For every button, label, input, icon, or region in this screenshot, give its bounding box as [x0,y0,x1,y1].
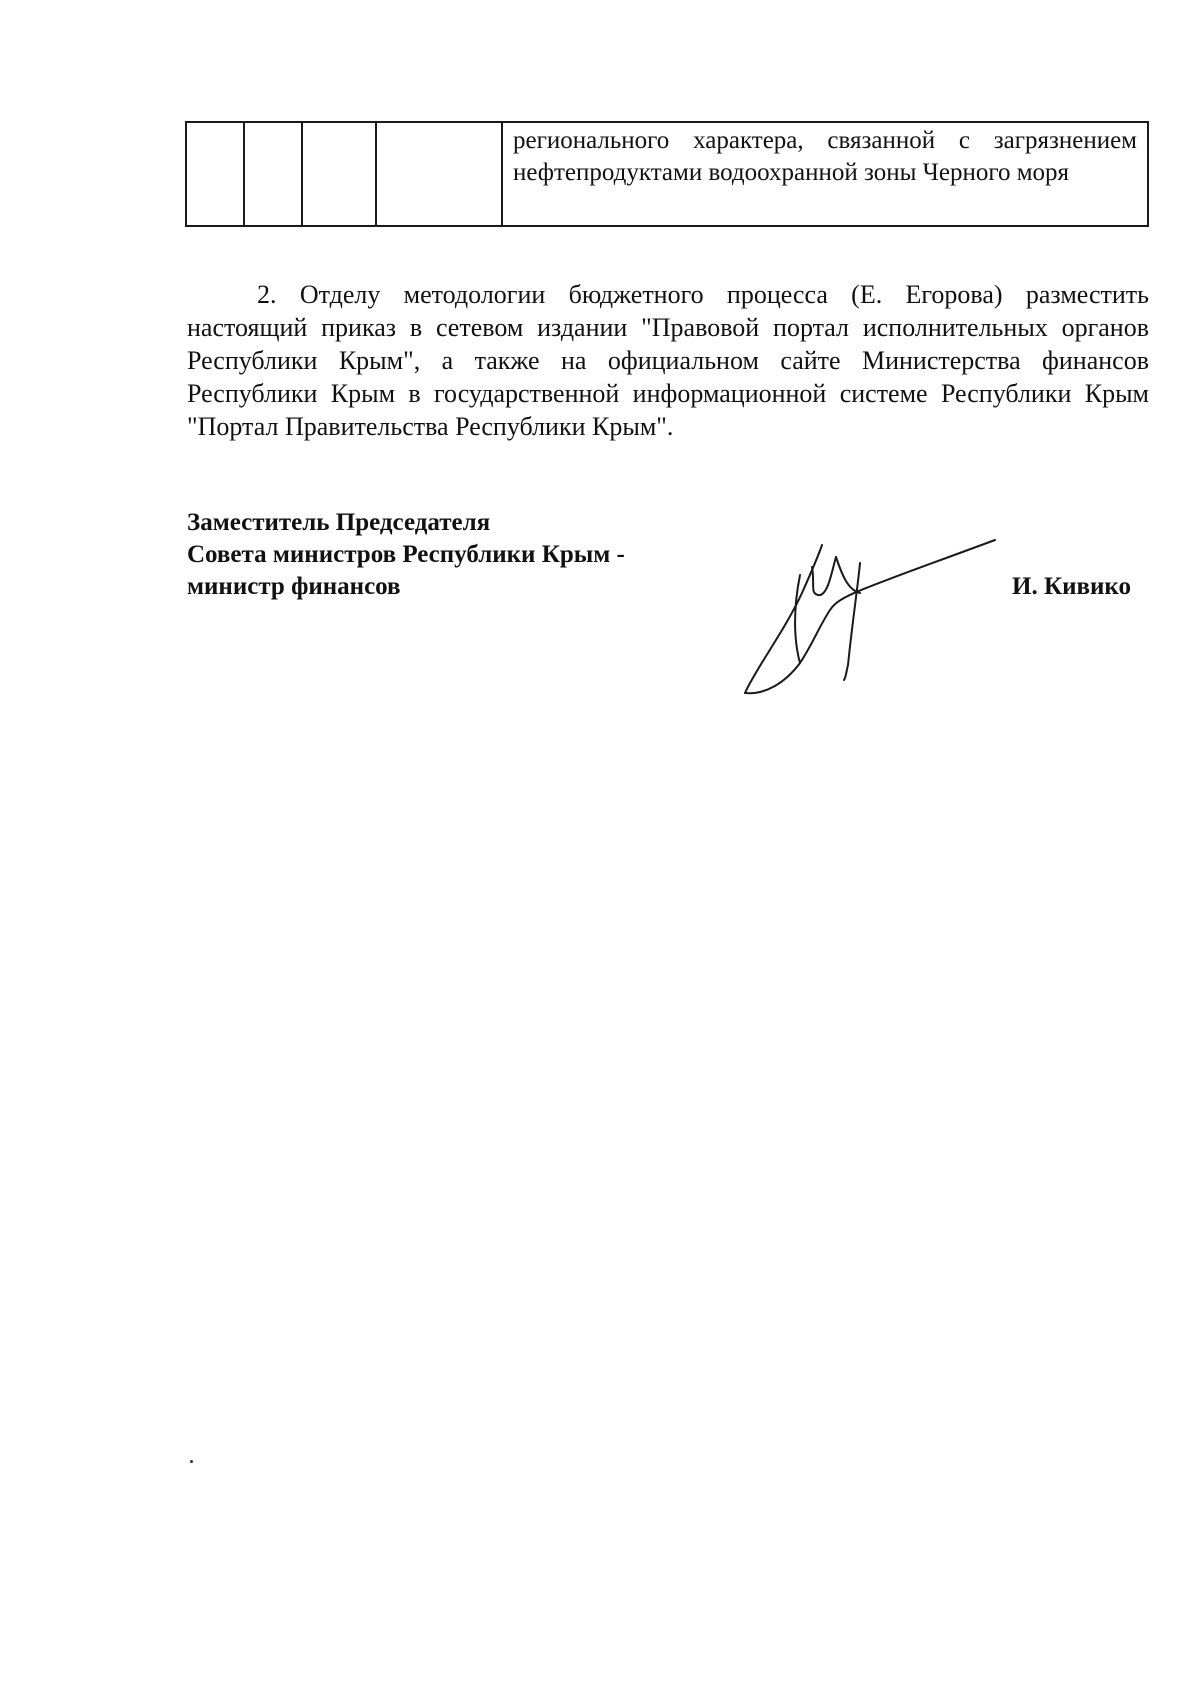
table-cell-1 [186,122,244,226]
paragraph-item-2: 2. Отделу методологии бюджетного процесса (Е. Егорова) разместить настоящий приказ в сетевом издании "Правовой портал исполнительных органов Республики Крым", а также на официальном сайте Министерства финансов Республики Крым в государственной информационной системе Республики Крым "Портал Правительства Республики Крым". [187,280,1149,441]
signatory-name: И. Кивико [1012,573,1131,600]
table-cell-description: регионального характера, связанной с загрязнением нефтепродуктами водоохранной зоны Черного моря [502,122,1148,226]
handwritten-signature [740,535,1010,705]
signatory-title-line: Совета министров Республики Крым - [187,541,625,568]
signatory-title-line: министр финансов [187,573,401,600]
signatory-title [187,507,625,603]
table-cell-3 [302,122,376,226]
table-cell-4 [376,122,502,226]
table-fragment [185,121,1149,227]
table-row [186,122,1148,226]
scan-speck [190,1460,193,1463]
signatory-title-line: Заместитель Председателя [187,509,491,536]
table-cell-2 [244,122,302,226]
